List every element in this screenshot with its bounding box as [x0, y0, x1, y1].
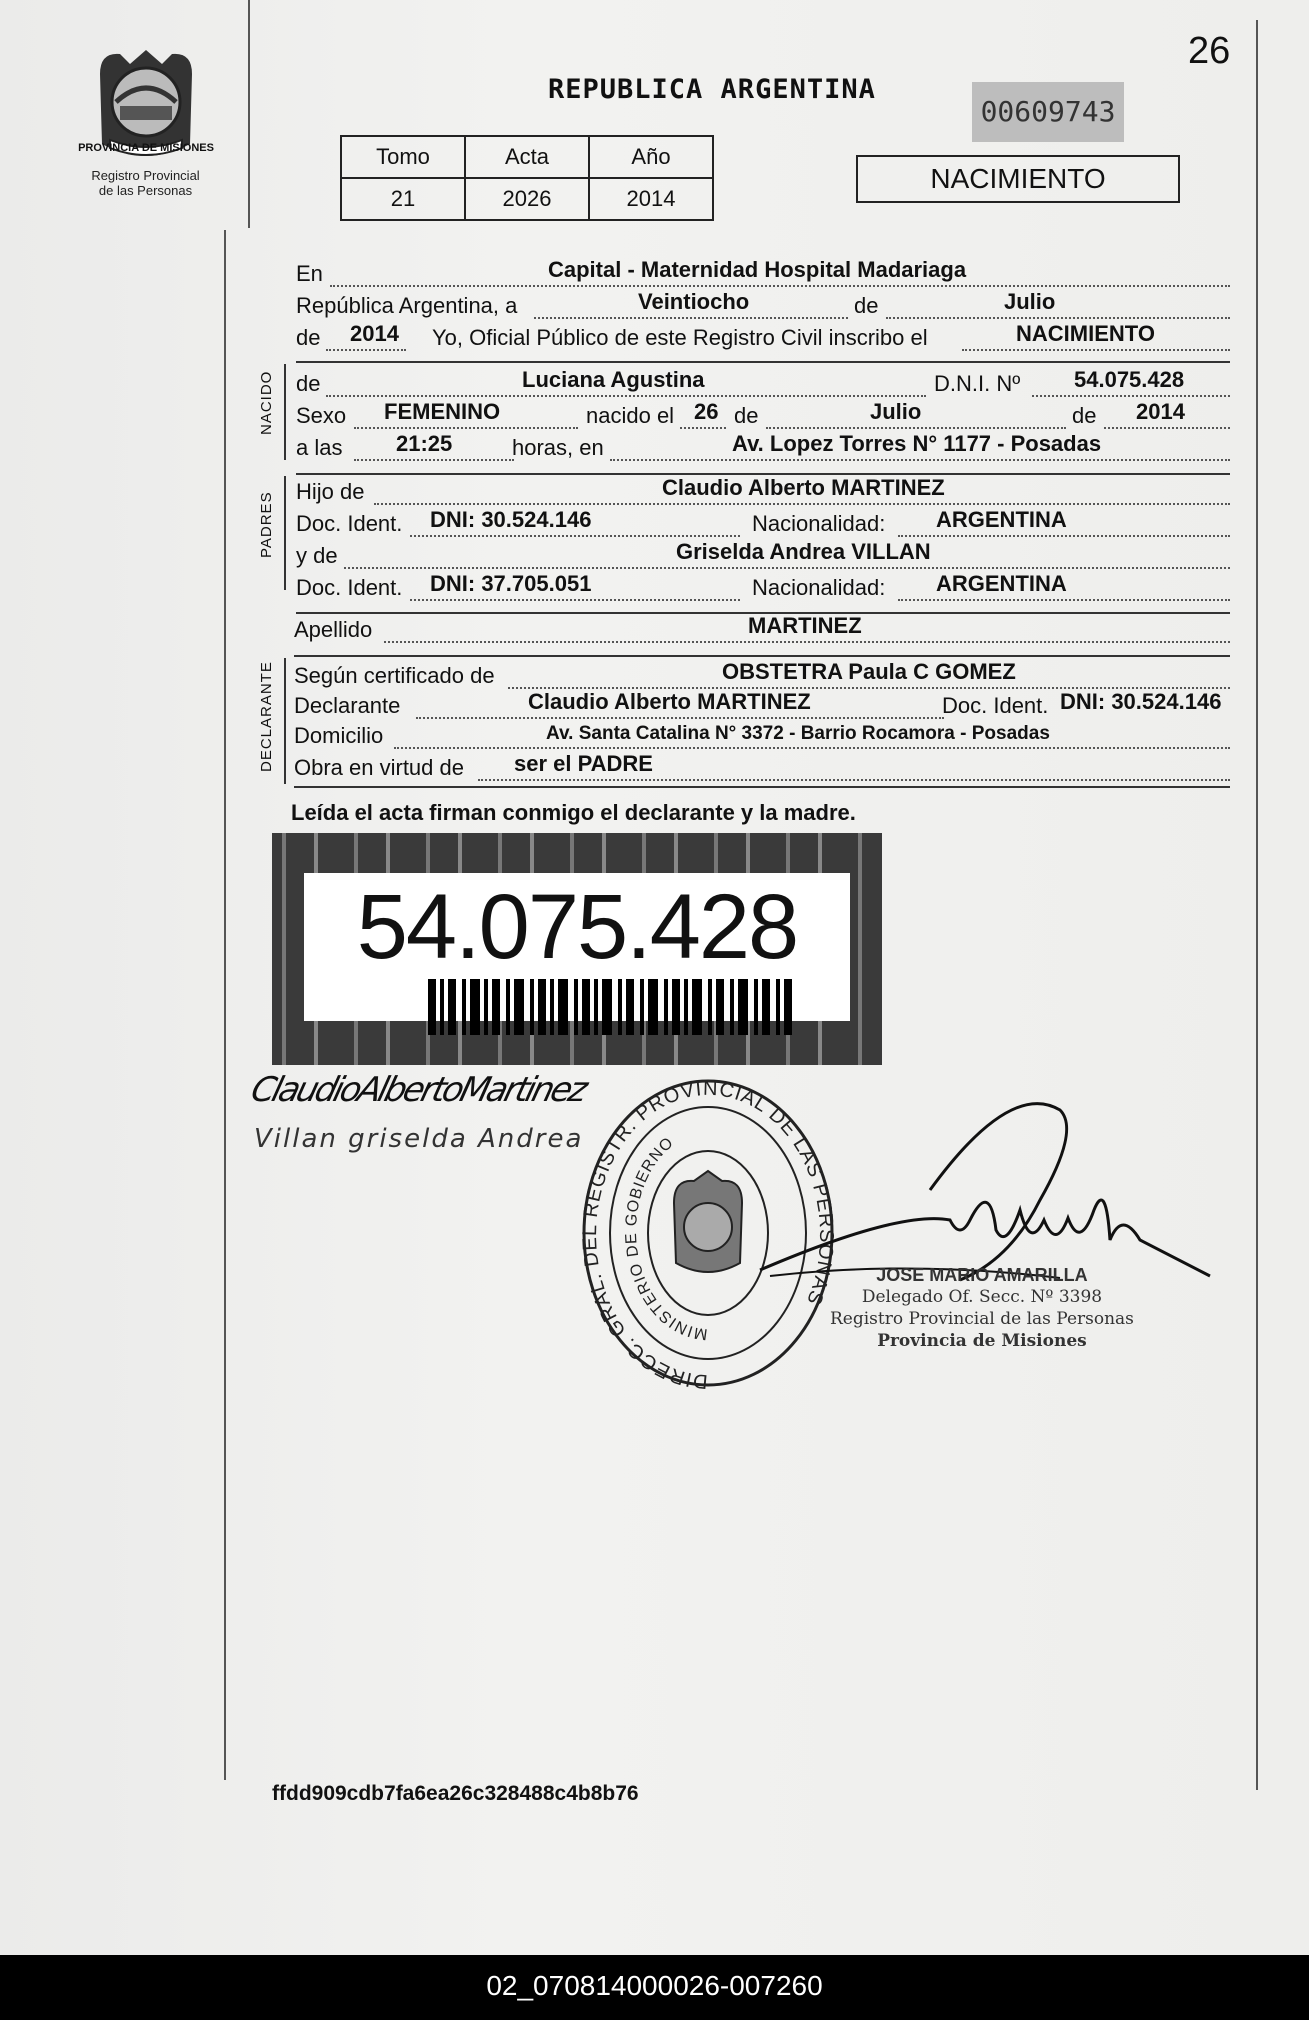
- logo-caption-line2: de las Personas: [98, 183, 193, 198]
- logo-ring-text: PROVINCIA DE MISIONES: [77, 142, 214, 154]
- sticker-card: [304, 873, 850, 1021]
- yde-label: y de: [296, 543, 338, 568]
- row-hora: [296, 432, 1230, 464]
- registry-logo: [78, 44, 213, 198]
- alas-label: a las: [296, 435, 343, 460]
- republica-label: República Argentina, a: [296, 293, 518, 318]
- dni-sticker: [272, 833, 882, 1065]
- nacido-el-label: nacido el: [586, 403, 675, 428]
- month-value: Julio: [1004, 289, 1056, 314]
- nacionalidad-label: Nacionalidad:: [752, 511, 886, 536]
- mother-nat-value: ARGENTINA: [936, 571, 1067, 596]
- page-number: 26: [1188, 30, 1231, 72]
- section-declarante-label: DECLARANTE: [258, 661, 275, 772]
- official-signer-block: [830, 1264, 1134, 1352]
- doc-ident-label: Doc. Ident.: [296, 511, 403, 536]
- horas-label: horas, en: [512, 435, 604, 460]
- sexo-value: FEMENINO: [384, 399, 501, 424]
- act-value: NACIMIENTO: [1016, 321, 1155, 346]
- sexo-label: Sexo: [296, 403, 347, 428]
- right-margin-rule: [1256, 20, 1258, 1790]
- row-apellido: [294, 614, 1230, 646]
- row-father: [296, 476, 1230, 508]
- yo-label: Yo, Oficial Público de este Registro Civil inscribo el: [432, 325, 928, 350]
- row-certificado: [294, 660, 1230, 692]
- country-title: REPUBLICA ARGENTINA: [548, 74, 876, 105]
- section-padres-label: PADRES: [258, 491, 275, 558]
- divider-5: [294, 786, 1230, 788]
- doc-ident-label-2: Doc. Ident.: [296, 575, 403, 600]
- mother-doc-value: DNI: 37.705.051: [430, 571, 592, 596]
- row-date: [296, 290, 1230, 322]
- declarante-label: Declarante: [294, 693, 401, 718]
- row-sexo: [296, 400, 1230, 432]
- birth-place-value: Av. Lopez Torres N° 1177 - Posadas: [732, 431, 1102, 456]
- place-value: Capital - Maternidad Hospital Madariaga: [548, 257, 967, 282]
- divider-1: [296, 361, 1230, 363]
- domicilio-label: Domicilio: [294, 723, 384, 748]
- birth-year-value: 2014: [1136, 399, 1185, 424]
- dni-label: D.N.I. Nº: [934, 371, 1021, 396]
- father-doc-value: DNI: 30.524.146: [430, 507, 592, 532]
- acta-header: Acta: [465, 136, 589, 178]
- hijo-label: Hijo de: [296, 479, 365, 504]
- de-label-2: de: [296, 325, 321, 350]
- child-name-value: Luciana Agustina: [522, 367, 705, 392]
- nacionalidad-label-2: Nacionalidad:: [752, 575, 886, 600]
- logo-caption-line1: Registro Provincial: [91, 168, 200, 183]
- official-name: JOSE MARIO AMARILLA: [876, 1265, 1088, 1285]
- de-label-3: de: [296, 371, 321, 396]
- anio-value: 2014: [589, 178, 713, 220]
- mother-signature: Villan griselda Andrea: [254, 1124, 584, 1154]
- official-province: Provincia de Misiones: [877, 1331, 1087, 1351]
- day-value: Veintiocho: [638, 289, 750, 314]
- divider-4: [294, 655, 1230, 657]
- left-margin-rule: [248, 0, 250, 228]
- apellido-label: Apellido: [294, 617, 373, 642]
- apellido-value: MARTINEZ: [748, 613, 862, 638]
- row-declarante: [294, 690, 1230, 722]
- tomo-value: 21: [341, 178, 465, 220]
- declarante-value: Claudio Alberto MARTINEZ: [528, 689, 811, 714]
- closing-statement: Leída el acta firman conmigo el declarante y la madre.: [291, 800, 856, 825]
- left-margin-rule-lower: [224, 230, 226, 1780]
- mother-name-value: Griselda Andrea VILLAN: [676, 539, 931, 564]
- official-role: Delegado Of. Secc. Nº 3398: [861, 1287, 1103, 1307]
- official-office: Registro Provincial de las Personas: [830, 1309, 1134, 1329]
- birth-day-value: 26: [694, 399, 719, 424]
- serial-stamp: 00609743: [972, 82, 1124, 142]
- doc-ident-label-3: Doc. Ident.: [942, 693, 1049, 718]
- father-signature: ClaudioAlbertoMartinez: [247, 1070, 589, 1110]
- obra-label: Obra en virtud de: [294, 755, 464, 780]
- row-nacido-name: [296, 368, 1230, 400]
- document-hash: ffdd909cdb7fa6ea26c328488c4b8b76: [272, 1782, 639, 1805]
- certificado-label: Según certificado de: [294, 663, 495, 688]
- row-mother-doc: [296, 572, 1230, 604]
- birth-time-value: 21:25: [396, 431, 453, 456]
- stamp-ring-text: DIRECC. GRAL. DEL REGISTR. PROVINCIAL DE LAS PERSONAS: [578, 1077, 838, 1391]
- child-dni-value: 54.075.428: [1074, 367, 1185, 392]
- row-father-doc: [296, 508, 1230, 540]
- stamp-inner-text: MINISTERIO DE GOBIERNO: [622, 1133, 709, 1343]
- record-type-box: NACIMIENTO: [856, 155, 1180, 203]
- sticker-dni-number: 54.075.428: [356, 876, 798, 978]
- obra-value: ser el PADRE: [514, 751, 653, 776]
- en-label: En: [296, 261, 323, 286]
- birth-month-value: Julio: [870, 399, 922, 424]
- domicilio-value: Av. Santa Catalina N° 3372 - Barrio Rocamora - Posadas: [546, 723, 1050, 744]
- row-domicilio: [294, 720, 1230, 752]
- section-nacido-label: NACIDO: [258, 370, 275, 435]
- tomo-acta-table: [340, 135, 714, 221]
- de-label: de: [854, 293, 879, 318]
- year-value: 2014: [350, 321, 399, 346]
- row-mother: [296, 540, 1230, 572]
- scan-footer-id: 02_070814000026-007260: [0, 1955, 1309, 2020]
- row-year: [296, 322, 1230, 354]
- row-place: [296, 258, 1230, 290]
- declarante-doc-value: DNI: 30.524.146: [1060, 689, 1222, 714]
- anio-header: Año: [589, 136, 713, 178]
- father-nat-value: ARGENTINA: [936, 507, 1067, 532]
- barcode-icon: [428, 979, 792, 1035]
- provincial-seal-icon: [77, 44, 214, 168]
- certificado-value: OBSTETRA Paula C GOMEZ: [722, 659, 1016, 684]
- row-obra: [294, 752, 1230, 784]
- de-label-4: de: [734, 403, 759, 428]
- acta-value: 2026: [465, 178, 589, 220]
- de-label-5: de: [1072, 403, 1097, 428]
- tomo-header: Tomo: [341, 136, 465, 178]
- father-name-value: Claudio Alberto MARTINEZ: [662, 475, 945, 500]
